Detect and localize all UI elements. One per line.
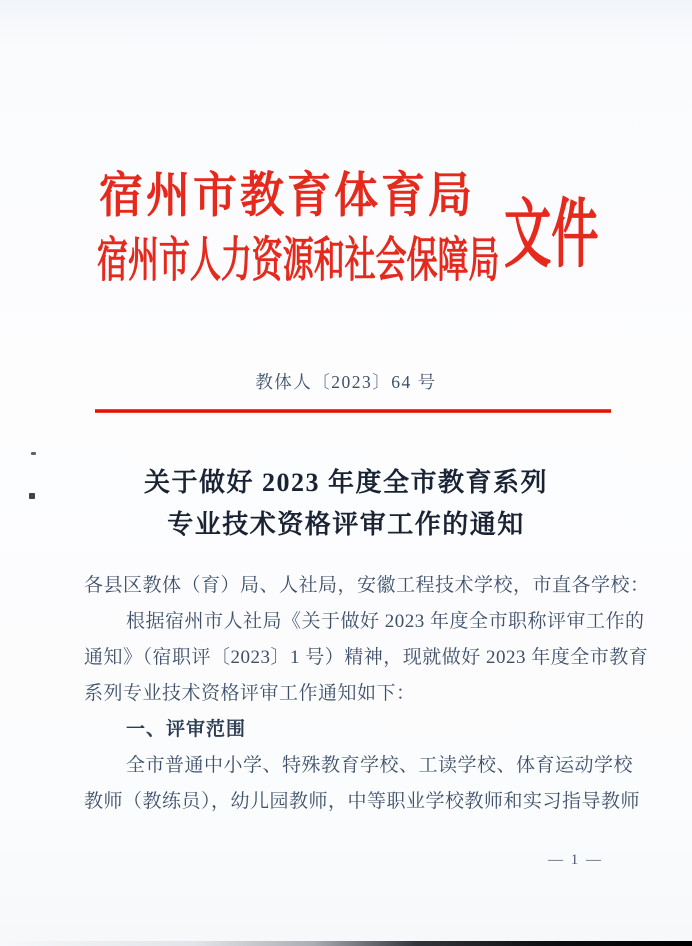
- page-number: — 1 —: [548, 852, 603, 868]
- scan-bottom-edge-shadow: [0, 941, 692, 946]
- body-line: 系列专业技术资格评审工作通知如下：: [84, 683, 416, 704]
- salutation-line: 各县区教体（育）局、人社局，安徽工程技术学校，市直各学校：: [84, 575, 650, 596]
- document-body: [84, 568, 650, 820]
- title-line1: 关于做好 2023 年度全市教育系列: [143, 468, 548, 497]
- title-line2: 专业技术资格评审工作的通知: [167, 510, 525, 539]
- issuing-agency-line1: 宿州市教育体育局: [99, 168, 475, 223]
- red-divider-line: [95, 409, 611, 413]
- issuing-agency-line2: 宿州市人力资源和社会保障局: [97, 234, 500, 287]
- document-number: 教体人〔2023〕64 号: [255, 372, 437, 392]
- doc-type-label: 文件: [504, 194, 599, 277]
- body-line: 通知》（宿职评〔2023〕1 号）精神，现就做好 2023 年度全市教育: [84, 647, 649, 668]
- document-title: [0, 462, 692, 546]
- body-line: 全市普通中小学、特殊教育学校、工读学校、体育运动学校: [126, 755, 634, 776]
- scan-speck: [29, 493, 35, 499]
- body-line: 根据宿州市人社局《关于做好 2023 年度全市职称评审工作的: [126, 611, 645, 632]
- body-line: 教师（教练员），幼儿园教师，中等职业学校教师和实习指导教师: [84, 791, 641, 812]
- section-heading: 一、评审范围: [126, 719, 247, 740]
- scan-speck: [31, 452, 36, 455]
